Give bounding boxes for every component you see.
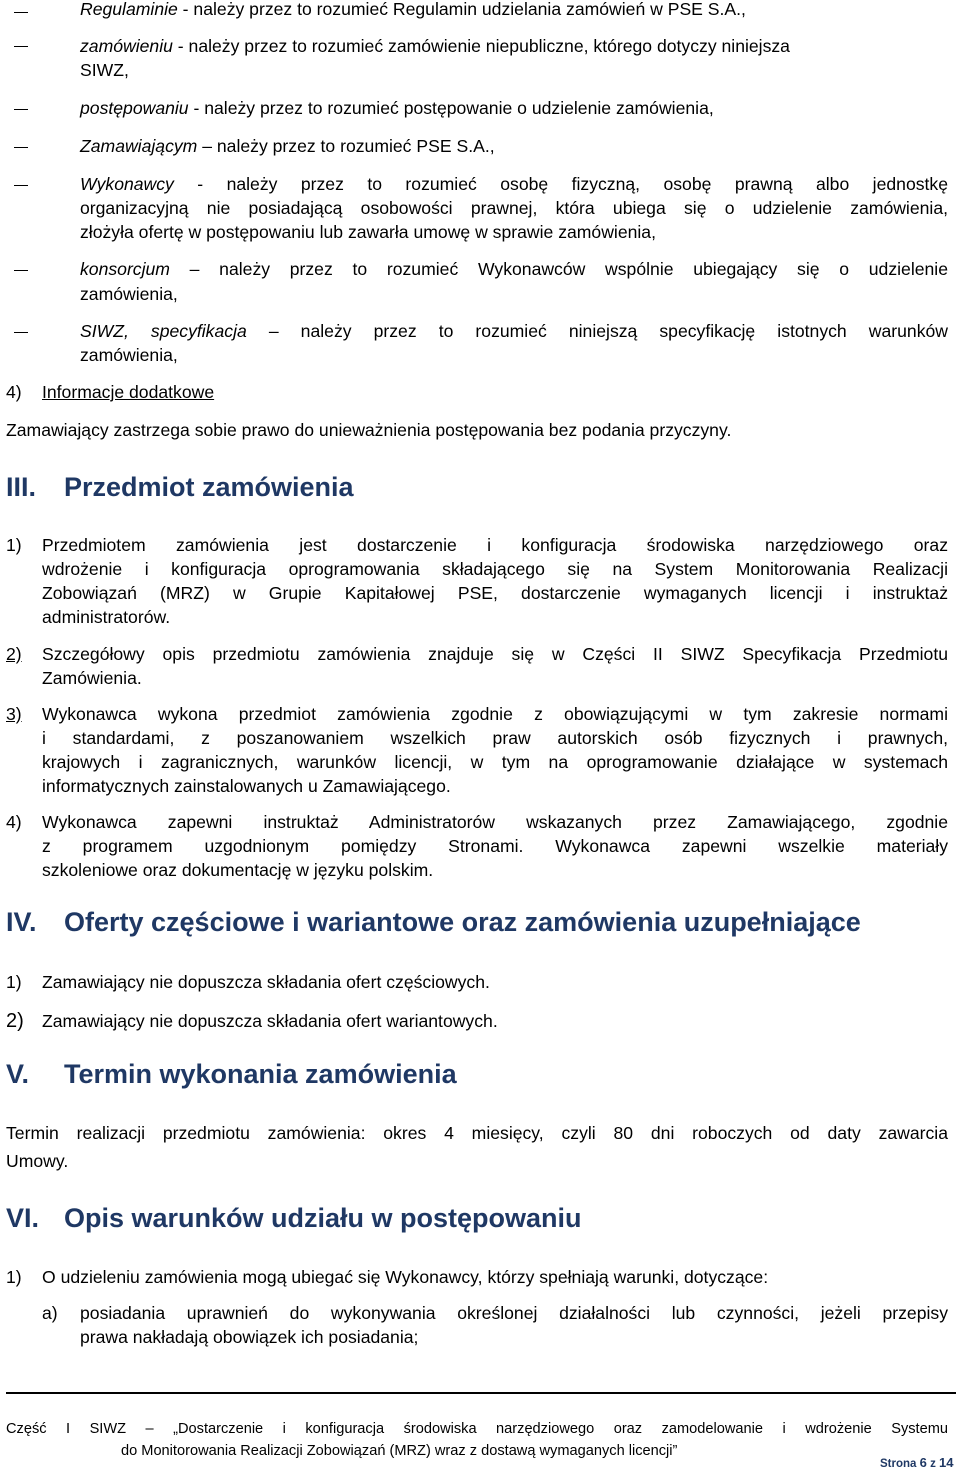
definition-term: Regulaminie <box>80 0 178 19</box>
footer-rule <box>6 1392 956 1394</box>
paragraph-line: informatycznych zainstalowanych u Zamawiającego. <box>42 776 451 796</box>
definition-text: - należy przez to rozumieć Regulamin udzielania zamówień w PSE S.A., <box>177 0 746 19</box>
list-dash <box>14 270 28 271</box>
definition-text: - należy przez to rozumieć osobę fizyczną, osobę prawną albo jednostkę <box>173 174 948 194</box>
paragraph-line: krajowych i zagranicznych, warunków licencji, w tym na oprogramowanie działające w systemach <box>42 752 948 772</box>
info-text: Zamawiający zastrzega sobie prawo do unieważnienia postępowania bez podania przyczyny. <box>6 420 732 440</box>
section-title: Opis warunków udziału w postępowaniu <box>64 1203 582 1233</box>
definition-wykonawcy-line2: organizacyjną nie posiadającą osobowości prawnej, która ubiega się o udzielenie zamówienia, <box>80 198 948 218</box>
list-dash <box>14 46 28 47</box>
definition-text: – należy przez to rozumieć niniejszą specyfikację istotnych warunków <box>246 321 948 341</box>
list-dash <box>14 12 28 13</box>
list-number: 2) <box>6 644 22 664</box>
list-number: 2) <box>6 1010 24 1032</box>
definition-term: Wykonawcy <box>80 174 174 194</box>
list-number: 1) <box>6 535 22 555</box>
paragraph-line: szkoleniowe oraz dokumentację w języku polskim. <box>42 860 434 880</box>
paragraph-line: Wykonawca wykona przedmiot zamówienia zgodnie z obowiązującymi w tym zakresie normami <box>42 704 948 724</box>
definition-text: - należy przez to rozumieć postępowanie o udzielenie zamówienia, <box>188 98 714 118</box>
definition-text: – należy przez to rozumieć PSE S.A., <box>197 136 495 156</box>
list-number: 1) <box>6 972 22 992</box>
footer-line: Część I SIWZ – „Dostarczenie i konfiguracja środowiska narzędziowego oraz zamodelowanie i wdrożenie Systemu <box>6 1421 948 1437</box>
page-label: Strona <box>880 1458 917 1470</box>
list-number: 1) <box>6 1267 22 1287</box>
paragraph-line: administratorów. <box>42 607 171 627</box>
list-letter: a) <box>42 1303 58 1323</box>
definition-konsorcjum-line2: zamówienia, <box>80 284 178 304</box>
paragraph-line: prawa nakładają obowiązek ich posiadania; <box>80 1327 419 1347</box>
paragraph-line: O udzieleniu zamówienia mogą ubiegać się Wykonawcy, którzy spełniają warunki, dotyczące: <box>42 1267 769 1287</box>
page-of: z <box>930 1458 936 1470</box>
paragraph-line: Umowy. <box>6 1151 69 1171</box>
definition-text: - należy przez to rozumieć zamówienie niepubliczne, którego dotyczy niniejsza <box>172 36 790 56</box>
section-title: Oferty częściowe i wariantowe oraz zamówienia uzupełniające <box>64 907 861 937</box>
list-dash <box>14 109 28 110</box>
definition-zamowieniu <box>80 34 790 58</box>
section-title: Termin wykonania zamówienia <box>64 1059 457 1089</box>
page-current: 6 <box>919 1455 927 1470</box>
section-number: III. <box>6 472 37 502</box>
paragraph-line: z programem uzgodnionym pomiędzy Stronami. Wykonawca zapewni wszelkie materiały <box>42 836 948 856</box>
definition-wykonawcy-line3: złożyła ofertę w postępowaniu lub zawarła umowę w sprawie zamówienia, <box>80 222 656 242</box>
definition-zamowieniu-line2: SIWZ, <box>80 60 129 80</box>
definition-postepowaniu <box>80 96 714 120</box>
paragraph-line: Zamawiający nie dopuszcza składania ofert częściowych. <box>42 972 490 992</box>
list-dash <box>14 185 28 186</box>
list-dash <box>14 332 28 333</box>
list-number: 4) <box>6 382 22 402</box>
paragraph-line: Zamówienia. <box>42 668 142 688</box>
definition-siwz-line2: zamówienia, <box>80 345 178 365</box>
paragraph-line: Wykonawca zapewni instruktaż Administratorów wskazanych przez Zamawiającego, zgodnie <box>42 812 948 832</box>
list-dash <box>14 147 28 148</box>
paragraph-line: wdrożenie i konfiguracja oprogramowania składającego się na System Monitorowania Realizacji <box>42 559 948 579</box>
definition-text: – należy przez to rozumieć Wykonawców wspólnie ubiegający się o udzielenie <box>169 259 948 279</box>
paragraph-line: Termin realizacji przedmiotu zamówienia: okres 4 miesięcy, czyli 80 dni roboczych od daty zawarcia <box>6 1123 948 1143</box>
definition-term: zamówieniu <box>80 36 173 56</box>
definition-regulaminie <box>80 0 746 21</box>
page-total: 14 <box>939 1455 954 1470</box>
definition-konsorcjum <box>80 257 948 281</box>
list-number: 3) <box>6 704 22 724</box>
section-title: Przedmiot zamówienia <box>64 472 354 502</box>
page-number <box>880 1455 953 1470</box>
definition-term: postępowaniu <box>80 98 189 118</box>
definition-siwz <box>80 319 948 343</box>
definition-zamawiajacym <box>80 134 495 158</box>
paragraph-line: Zobowiązań (MRZ) w Grupie Kapitałowej PSE, dostarczenie wymaganych licencji i instruktaż <box>42 583 948 603</box>
definition-term: konsorcjum <box>80 259 170 279</box>
section-number: V. <box>6 1059 30 1089</box>
section-number: IV. <box>6 907 37 937</box>
paragraph-line: Przedmiotem zamówienia jest dostarczenie i konfiguracja środowiska narzędziowego oraz <box>42 535 948 555</box>
info-heading: Informacje dodatkowe <box>42 382 215 402</box>
section-number: VI. <box>6 1203 40 1233</box>
paragraph-line: Zamawiający nie dopuszcza składania ofert wariantowych. <box>42 1011 498 1031</box>
footer-line: do Monitorowania Realizacji Zobowiązań (MRZ) wraz z dostawą wymaganych licencji” <box>121 1443 678 1459</box>
paragraph-line: Szczegółowy opis przedmiotu zamówienia znajduje się w Części II SIWZ Specyfikacja Przedmiotu <box>42 644 948 664</box>
definition-term: Zamawiającym <box>80 136 198 156</box>
paragraph-line: i standardami, z poszanowaniem wszelkich praw autorskich osób fizycznych i prawnych, <box>42 728 948 748</box>
paragraph-line: posiadania uprawnień do wykonywania określonej działalności lub czynności, jeżeli przepisy <box>80 1303 948 1323</box>
definition-wykonawcy <box>80 172 948 196</box>
definition-term: SIWZ, specyfikacja <box>80 321 247 341</box>
list-number: 4) <box>6 812 22 832</box>
